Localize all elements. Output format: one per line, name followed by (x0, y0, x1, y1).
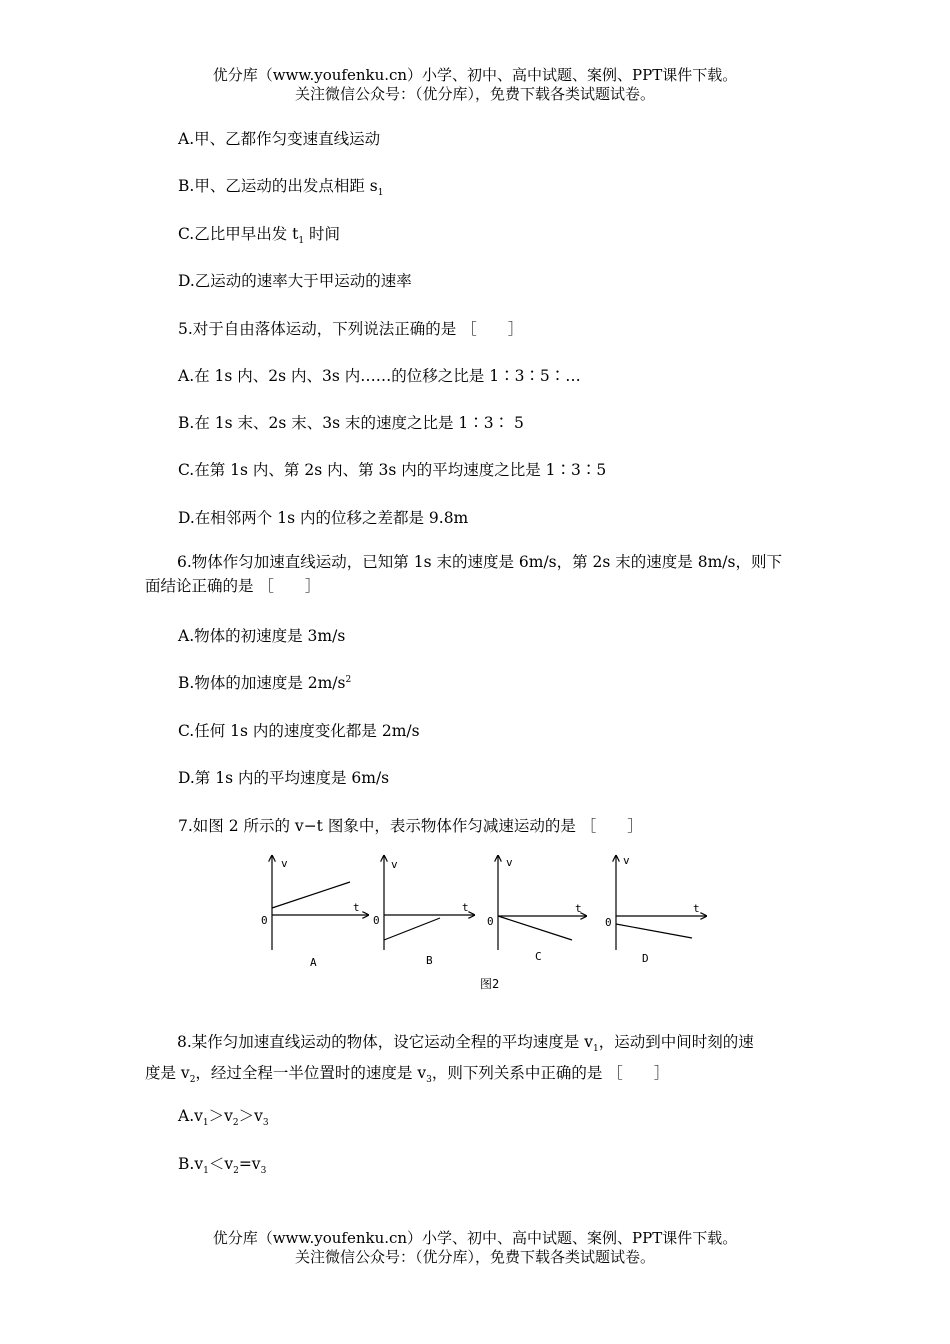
footer-line-2: 关注微信公众号：（优分库），免费下载各类试题试卷。 (294, 1248, 655, 1266)
graph-a-t-label: t (353, 901, 360, 914)
graph-a-v-label: v (281, 857, 288, 870)
q4-option-a: A.甲、乙都作匀变速直线运动 (178, 130, 381, 148)
graph-b-label: B (426, 954, 433, 967)
q6-option-c: C.任何 1s 内的速度变化都是 2m/s (178, 722, 420, 740)
graph-d-t-label: t (693, 902, 700, 915)
footer-line-1: 优分库（www.youfenku.cn）小学、初中、高中试题、案例、PPT课件下载。 (212, 1229, 738, 1247)
q4-option-d: D.乙运动的速率大于甲运动的速率 (178, 272, 412, 290)
q5-option-b: B.在 1s 末、2s 末、3s 末的速度之比是 1∶3∶ 5 (178, 414, 524, 432)
graph-b-origin: 0 (373, 914, 380, 927)
q4-option-c: C.乙比甲早出发 $t_1$ 时间 (178, 225, 341, 247)
q5-option-d: D.在相邻两个 1s 内的位移之差都是 9.8m (178, 509, 469, 527)
q5-stem: 5.对于自由落体运动，下列说法正确的是 ［ ］ (178, 320, 524, 338)
graph-a-origin: 0 (261, 914, 268, 927)
graph-d-origin: 0 (605, 916, 612, 929)
graph-c-t-label: t (575, 902, 582, 915)
page-header (0, 66, 950, 104)
figure-caption: 图2 (480, 977, 500, 991)
q6-option-a: A.物体的初速度是 3m/s (178, 627, 346, 645)
graph-a (261, 856, 368, 969)
q5-option-c: C.在第 1s 内、第 2s 内、第 3s 内的平均速度之比是 1∶3∶5 (178, 461, 607, 479)
q8-option-b: $B.v_1<v_2=v_3$ (178, 1155, 267, 1177)
graph-c-v-label: v (506, 856, 513, 869)
vt-graph-figure (250, 850, 720, 1000)
graph-b-t-label: t (462, 901, 469, 914)
graph-d-label: D (642, 952, 649, 965)
graph-b-v-label: v (391, 858, 398, 871)
page-footer (0, 1229, 950, 1267)
graph-d-line (616, 924, 692, 938)
q5-option-a: A.在 1s 内、2s 内、3s 内……的位移之比是 1∶3∶5∶… (178, 367, 581, 385)
q8-option-a: $A.v_1>v_2>v_3$ (178, 1107, 269, 1129)
header-line-1: 优分库（www.youfenku.cn）小学、初中、高中试题、案例、PPT课件下载。 (212, 66, 738, 84)
q6-stem: 6.物体作匀加速直线运动，已知第 1s 末的速度是 6m/s，第 2s 末的速度是 8m/s，则下 面结论正确的是 ［ ］ (145, 553, 782, 595)
graph-d-v-label: v (623, 854, 630, 867)
q7-stem: 7.如图 2 所示的 v−t 图象中，表示物体作匀减速运动的是 ［ ］ (178, 817, 643, 835)
q6-option-d: D.第 1s 内的平均速度是 6m/s (178, 769, 390, 787)
graph-a-line (272, 882, 350, 908)
graph-b-line (384, 918, 440, 940)
q4-option-b: B.甲、乙运动的出发点相距 $s_1$ (178, 177, 384, 199)
graph-c-line (498, 916, 572, 940)
header-line-2: 关注微信公众号：（优分库），免费下载各类试题试卷。 (294, 85, 655, 103)
q6-option-b: B.物体的加速度是 $2m/s^2$ (178, 674, 352, 692)
graph-b (373, 856, 474, 967)
graph-c-label: C (535, 950, 542, 963)
graph-a-label: A (310, 956, 317, 969)
graph-c-origin: 0 (487, 915, 494, 928)
q8-stem: 8.某作匀加速直线运动的物体，设它运动全程的平均速度是 $v_1$，运动到中间时刻的速 度是 $v_2$，经过全程一半位置时的速度是 $v_3$，则下列关系中正确的是 ［ ］ (145, 1033, 754, 1086)
graph-d (605, 854, 706, 965)
graph-c (487, 856, 586, 963)
